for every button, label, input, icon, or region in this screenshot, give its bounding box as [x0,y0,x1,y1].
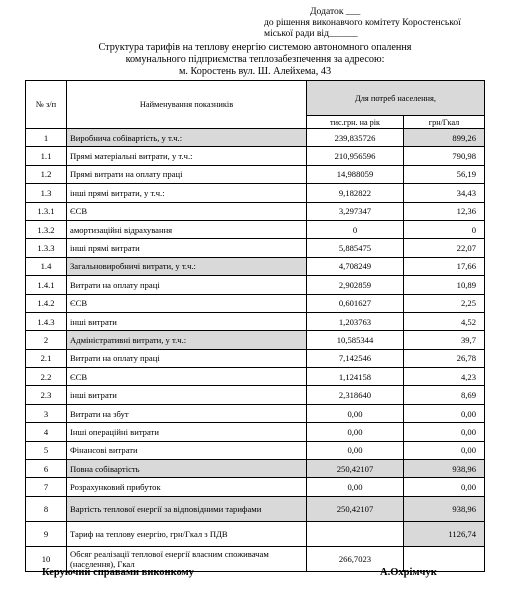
row-number: 3 [26,404,67,422]
row-value-thousand-uah: 1,203763 [307,312,404,330]
row-value-thousand-uah: 1,124158 [307,368,404,386]
row-indicator-name: Витрати на оплату праці [67,349,307,367]
row-value-thousand-uah: 4,708249 [307,257,404,275]
row-indicator-name: Вартість теплової енергії за відповідними тарифами [67,496,307,521]
row-value-thousand-uah: 239,835726 [307,129,404,147]
row-value-thousand-uah: 0,00 [307,423,404,441]
row-value-thousand-uah: 0,601627 [307,294,404,312]
row-value-thousand-uah: 266,7023 [307,546,404,571]
table-row [26,276,485,294]
row-value-uah-per-gcal: 4,23 [404,368,485,386]
row-value-thousand-uah: 7,142546 [307,349,404,367]
row-value-thousand-uah: 9,182822 [307,184,404,202]
row-indicator-name: Розрахунковий прибуток [67,478,307,496]
row-value-uah-per-gcal: 790,98 [404,147,485,165]
row-indicator-name: Повна собівартість [67,460,307,478]
decision-reference: до рішення виконавчого комітету Коростенської [264,17,461,28]
row-indicator-name: Обсяг реалізації теплової енергії власним споживачам (населення), Гкал [67,546,307,571]
row-number: 1.4.2 [26,294,67,312]
row-number: 1.4 [26,257,67,275]
row-number: 1.4.3 [26,312,67,330]
row-value-uah-per-gcal: 0,00 [404,441,485,459]
row-value-uah-per-gcal: 4,52 [404,312,485,330]
row-value-uah-per-gcal: 938,96 [404,496,485,521]
signatory-title: Керуючий справами виконкому [42,567,194,578]
row-value-uah-per-gcal: 2,25 [404,294,485,312]
row-number: 2 [26,331,67,349]
row-value-thousand-uah: 2,902859 [307,276,404,294]
column-header-population-needs: Для потреб населення, [307,81,485,116]
table-row [26,312,485,330]
signatory-name: А.Охрімчук [380,567,437,578]
row-value-uah-per-gcal: 39,7 [404,331,485,349]
table-row [26,331,485,349]
table-row [26,165,485,183]
table-row [26,147,485,165]
row-indicator-name: Виробнича собівартість, у т.ч.: [67,129,307,147]
row-indicator-name: Фінансові витрати [67,441,307,459]
row-indicator-name: ЄСВ [67,202,307,220]
row-value-thousand-uah [307,521,404,546]
row-value-thousand-uah: 14,988059 [307,165,404,183]
table-row [26,460,485,478]
row-number: 2.2 [26,368,67,386]
row-value-thousand-uah: 3,297347 [307,202,404,220]
row-value-thousand-uah: 250,42107 [307,496,404,521]
row-indicator-name: інші прямі витрати, у т.ч.: [67,184,307,202]
row-number: 8 [26,496,67,521]
row-value-uah-per-gcal: 12,36 [404,202,485,220]
column-header-number: № з/п [26,81,67,129]
table-row [26,129,485,147]
table-row [26,386,485,404]
row-number: 1.4.1 [26,276,67,294]
table-row [26,294,485,312]
row-value-uah-per-gcal: 56,19 [404,165,485,183]
row-indicator-name: Витрати на оплату праці [67,276,307,294]
document-title-line-2: комунального підприємства теплозабезпечення за адресою: [125,54,385,65]
row-value-uah-per-gcal: 17,66 [404,257,485,275]
row-indicator-name: ЄСВ [67,368,307,386]
row-number: 10 [26,546,67,571]
row-value-uah-per-gcal: 0 [404,220,485,238]
row-value-thousand-uah: 210,956596 [307,147,404,165]
council-date-reference: міської ради від______ [264,28,358,39]
table-row [26,257,485,275]
row-indicator-name: Тариф на теплову енергію, грн/Гкал з ПДВ [67,521,307,546]
table-row [26,478,485,496]
row-number: 2.1 [26,349,67,367]
row-indicator-name: Адміністративні витрати, у т.ч.: [67,331,307,349]
row-value-thousand-uah: 5,885475 [307,239,404,257]
row-value-thousand-uah: 0,00 [307,404,404,422]
tariff-structure-table [25,80,485,572]
column-header-thousand-uah-per-year: тис.грн. на рік [307,116,404,129]
row-value-uah-per-gcal: 8,69 [404,386,485,404]
row-value-uah-per-gcal: 0,00 [404,478,485,496]
table-row [26,202,485,220]
row-value-uah-per-gcal: 1126,74 [404,521,485,546]
row-number: 1.3.1 [26,202,67,220]
row-value-thousand-uah: 0,00 [307,478,404,496]
row-value-thousand-uah: 0,00 [307,441,404,459]
row-indicator-name: Загальновиробничі витрати, у т.ч.: [67,257,307,275]
document-title-line-1: Структура тарифів на теплову енергію системою автономного опалення [98,42,412,53]
row-value-uah-per-gcal: 938,96 [404,460,485,478]
row-value-uah-per-gcal: 34,43 [404,184,485,202]
table-row [26,441,485,459]
appendix-label: Додаток ___ [310,6,361,17]
row-indicator-name: Прямі витрати на оплату праці [67,165,307,183]
document-title-address: м. Коростень вул. Ш. Алейхема, 43 [178,66,332,77]
table-row [26,184,485,202]
row-indicator-name: інші прямі витрати [67,239,307,257]
row-indicator-name: Прямі матеріальні витрати, у т.ч.: [67,147,307,165]
row-value-uah-per-gcal: 22,07 [404,239,485,257]
row-number: 7 [26,478,67,496]
row-number: 2.3 [26,386,67,404]
table-row [26,220,485,238]
row-value-thousand-uah: 2,318640 [307,386,404,404]
row-indicator-name: Витрати на збут [67,404,307,422]
row-value-uah-per-gcal: 0,00 [404,423,485,441]
row-number: 4 [26,423,67,441]
row-number: 1.3.2 [26,220,67,238]
row-value-uah-per-gcal: 10,89 [404,276,485,294]
table-row [26,404,485,422]
table-row [26,521,485,546]
row-number: 1.3.3 [26,239,67,257]
row-indicator-name: Інші операційні витрати [67,423,307,441]
row-indicator-name: амортизаційні відрахування [67,220,307,238]
table-row [26,496,485,521]
column-header-uah-per-gcal: грн/Гкал [404,116,485,129]
row-number: 1.3 [26,184,67,202]
table-row [26,368,485,386]
row-value-uah-per-gcal: 26,78 [404,349,485,367]
table-row [26,349,485,367]
row-number: 6 [26,460,67,478]
row-value-uah-per-gcal: 899,26 [404,129,485,147]
row-number: 1.1 [26,147,67,165]
row-number: 1.2 [26,165,67,183]
row-value-uah-per-gcal: 0,00 [404,404,485,422]
row-indicator-name: ЄСВ [67,294,307,312]
row-value-thousand-uah: 250,42107 [307,460,404,478]
table-row [26,423,485,441]
row-value-thousand-uah: 0 [307,220,404,238]
row-number: 1 [26,129,67,147]
row-value-thousand-uah: 10,585344 [307,331,404,349]
table-row [26,239,485,257]
row-indicator-name: інші витрати [67,386,307,404]
row-indicator-name: інші витрати [67,312,307,330]
column-header-name: Найменування показників [67,81,307,129]
row-number: 5 [26,441,67,459]
row-number: 9 [26,521,67,546]
